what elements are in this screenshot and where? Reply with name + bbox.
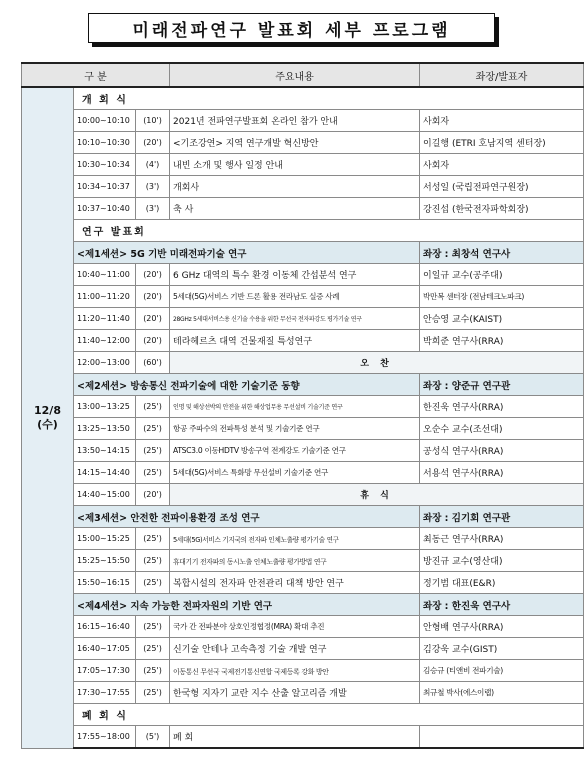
time-cell: 14:40~15:00 [74, 484, 136, 506]
table-row [22, 528, 584, 550]
time-cell: 10:30~10:34 [74, 154, 136, 176]
duration-cell: (25') [136, 440, 170, 462]
speaker-cell [420, 726, 584, 749]
duration-cell: (20') [136, 484, 170, 506]
time-cell: 13:50~14:15 [74, 440, 136, 462]
duration-cell: (25') [136, 660, 170, 682]
table-row [22, 330, 584, 352]
duration-cell: (60') [136, 352, 170, 374]
content-cell: 개회사 [170, 176, 420, 198]
time-cell: 10:40~11:00 [74, 264, 136, 286]
time-cell: 10:00~10:10 [74, 110, 136, 132]
duration-cell: (25') [136, 528, 170, 550]
weekday-label: (수) [37, 417, 58, 431]
speaker-cell: 이길행 (ETRI 호남지역 센터장) [420, 132, 584, 154]
session-header [22, 242, 584, 264]
session-chair: 좌장 : 한진욱 연구사 [420, 594, 584, 616]
speaker-cell: 사회자 [420, 154, 584, 176]
content-cell: <기조강연> 지역 연구개발 혁신방안 [170, 132, 420, 154]
time-cell: 15:50~16:15 [74, 572, 136, 594]
table-row [22, 308, 584, 330]
duration-cell: (3') [136, 176, 170, 198]
duration-cell: (5') [136, 726, 170, 749]
session-header [22, 374, 584, 396]
speaker-cell: 김강욱 교수(GIST) [420, 638, 584, 660]
section-research [22, 220, 584, 242]
table-row [22, 440, 584, 462]
content-cell: 6 GHz 대역의 특수 환경 이동체 간섭분석 연구 [170, 264, 420, 286]
table-row [22, 110, 584, 132]
table-row [22, 682, 584, 704]
break-row [22, 484, 584, 506]
content-cell: 테라헤르츠 대역 건물재질 특성연구 [170, 330, 420, 352]
content-cell: 이동통신 무선국 국제전기통신연합 국제등록 강화 방안 [170, 660, 420, 682]
time-cell: 15:25~15:50 [74, 550, 136, 572]
duration-cell: (25') [136, 682, 170, 704]
duration-cell: (20') [136, 330, 170, 352]
speaker-cell: 서성일 (국립전파연구원장) [420, 176, 584, 198]
program-table [21, 62, 584, 749]
section-label: 폐 회 식 [74, 704, 584, 726]
content-cell: 한국형 지자기 교란 지수 산출 알고리즘 개발 [170, 682, 420, 704]
speaker-cell: 오순수 교수(조선대) [420, 418, 584, 440]
time-cell: 10:37~10:40 [74, 198, 136, 220]
time-cell: 17:30~17:55 [74, 682, 136, 704]
content-cell: 폐 회 [170, 726, 420, 749]
content-cell: 28GHz 5세대서비스용 신기술 수용을 위한 무선국 전자파강도 평가기술 연구 [170, 308, 420, 330]
time-cell: 17:05~17:30 [74, 660, 136, 682]
section-opening [22, 87, 584, 110]
speaker-cell: 강진섭 (한국전자파학회장) [420, 198, 584, 220]
duration-cell: (25') [136, 638, 170, 660]
duration-cell: (25') [136, 550, 170, 572]
content-cell: 국가 간 전파분야 상호인정협정(MRA) 확대 추진 [170, 616, 420, 638]
table-row [22, 198, 584, 220]
table-row [22, 638, 584, 660]
time-cell: 13:00~13:25 [74, 396, 136, 418]
table-row [22, 462, 584, 484]
date-label: 12/8 [34, 403, 61, 417]
session-title: <제3세션> 안전한 전파이용환경 조성 연구 [74, 506, 420, 528]
header-chair: 좌장/발표자 [420, 63, 584, 87]
speaker-cell: 서용석 연구사(RRA) [420, 462, 584, 484]
duration-cell: (25') [136, 418, 170, 440]
speaker-cell: 박희준 연구사(RRA) [420, 330, 584, 352]
content-cell: 휴대기기 전자파의 동시노출 인체노출량 평가방법 연구 [170, 550, 420, 572]
date-cell [22, 87, 74, 748]
table-row [22, 132, 584, 154]
section-label: 연구 발표회 [74, 220, 584, 242]
session-header [22, 594, 584, 616]
speaker-cell: 공성식 연구사(RRA) [420, 440, 584, 462]
header-content: 주요내용 [170, 63, 420, 87]
time-cell: 16:15~16:40 [74, 616, 136, 638]
speaker-cell: 박만복 센터장 (전남테크노파크) [420, 286, 584, 308]
content-cell: 축 사 [170, 198, 420, 220]
table-row [22, 616, 584, 638]
section-label: 개 회 식 [74, 87, 584, 110]
speaker-cell: 안형배 연구사(RRA) [420, 616, 584, 638]
session-title: <제2세션> 방송통신 전파기술에 대한 기술기준 동향 [74, 374, 420, 396]
time-cell: 11:20~11:40 [74, 308, 136, 330]
session-chair: 좌장 : 최창석 연구사 [420, 242, 584, 264]
time-cell: 13:25~13:50 [74, 418, 136, 440]
table-row [22, 264, 584, 286]
content-cell: 항공 주파수의 전파특성 분석 및 기술기준 연구 [170, 418, 420, 440]
duration-cell: (20') [136, 308, 170, 330]
speaker-cell: 이일규 교수(공주대) [420, 264, 584, 286]
duration-cell: (25') [136, 396, 170, 418]
break-label: 휴 식 [170, 484, 584, 506]
time-cell: 10:10~10:30 [74, 132, 136, 154]
content-cell: 5세대(5G)서비스 기반 드론 활용 전라남도 실증 사례 [170, 286, 420, 308]
speaker-cell: 한진욱 연구사(RRA) [420, 396, 584, 418]
speaker-cell: 사회자 [420, 110, 584, 132]
table-header [22, 63, 584, 87]
page-title: 미래전파연구 발표회 세부 프로그램 [88, 13, 495, 43]
session-title: <제1세션> 5G 기반 미래전파기술 연구 [74, 242, 420, 264]
section-closing [22, 704, 584, 726]
table-row [22, 726, 584, 749]
break-label: 오 찬 [170, 352, 584, 374]
time-cell: 16:40~17:05 [74, 638, 136, 660]
time-cell: 11:40~12:00 [74, 330, 136, 352]
session-title: <제4세션> 지속 가능한 전파자원의 기반 연구 [74, 594, 420, 616]
table-row [22, 396, 584, 418]
content-cell: 인명 및 해상선박의 안전을 위한 해상업무용 무선설비 기술기준 연구 [170, 396, 420, 418]
speaker-cell: 최규철 박사(에스이랩) [420, 682, 584, 704]
duration-cell: (20') [136, 132, 170, 154]
content-cell: ATSC3.0 이동HDTV 방송구역 전계강도 기술기준 연구 [170, 440, 420, 462]
content-cell: 2021년 전파연구발표회 온라인 참가 안내 [170, 110, 420, 132]
speaker-cell: 정기범 대표(E&R) [420, 572, 584, 594]
duration-cell: (3') [136, 198, 170, 220]
duration-cell: (25') [136, 572, 170, 594]
time-cell: 15:00~15:25 [74, 528, 136, 550]
duration-cell: (25') [136, 462, 170, 484]
duration-cell: (20') [136, 264, 170, 286]
table-row [22, 572, 584, 594]
table-row [22, 550, 584, 572]
time-cell: 14:15~14:40 [74, 462, 136, 484]
content-cell: 신기술 안테나 고속측정 기술 개발 연구 [170, 638, 420, 660]
duration-cell: (10') [136, 110, 170, 132]
break-row [22, 352, 584, 374]
time-cell: 11:00~11:20 [74, 286, 136, 308]
content-cell: 5세대(5G)서비스 특화망 무선설비 기술기준 연구 [170, 462, 420, 484]
duration-cell: (25') [136, 616, 170, 638]
session-chair: 좌장 : 김기회 연구관 [420, 506, 584, 528]
time-cell: 12:00~13:00 [74, 352, 136, 374]
speaker-cell: 최동근 연구사(RRA) [420, 528, 584, 550]
table-row [22, 286, 584, 308]
table-row [22, 154, 584, 176]
speaker-cell: 방진규 교수(영산대) [420, 550, 584, 572]
content-cell: 내빈 소개 및 행사 일정 안내 [170, 154, 420, 176]
session-header [22, 506, 584, 528]
duration-cell: (4') [136, 154, 170, 176]
content-cell: 5세대(5G)서비스 기지국의 전자파 인체노출량 평가기술 연구 [170, 528, 420, 550]
table-row [22, 660, 584, 682]
table-row [22, 418, 584, 440]
speaker-cell: 안승영 교수(KAIST) [420, 308, 584, 330]
time-cell: 10:34~10:37 [74, 176, 136, 198]
duration-cell: (20') [136, 286, 170, 308]
header-category: 구 분 [22, 63, 170, 87]
speaker-cell: 김승규 (티앤비 전파기술) [420, 660, 584, 682]
table-row [22, 176, 584, 198]
session-chair: 좌장 : 양준규 연구관 [420, 374, 584, 396]
time-cell: 17:55~18:00 [74, 726, 136, 749]
content-cell: 복합시설의 전자파 안전관리 대책 방안 연구 [170, 572, 420, 594]
